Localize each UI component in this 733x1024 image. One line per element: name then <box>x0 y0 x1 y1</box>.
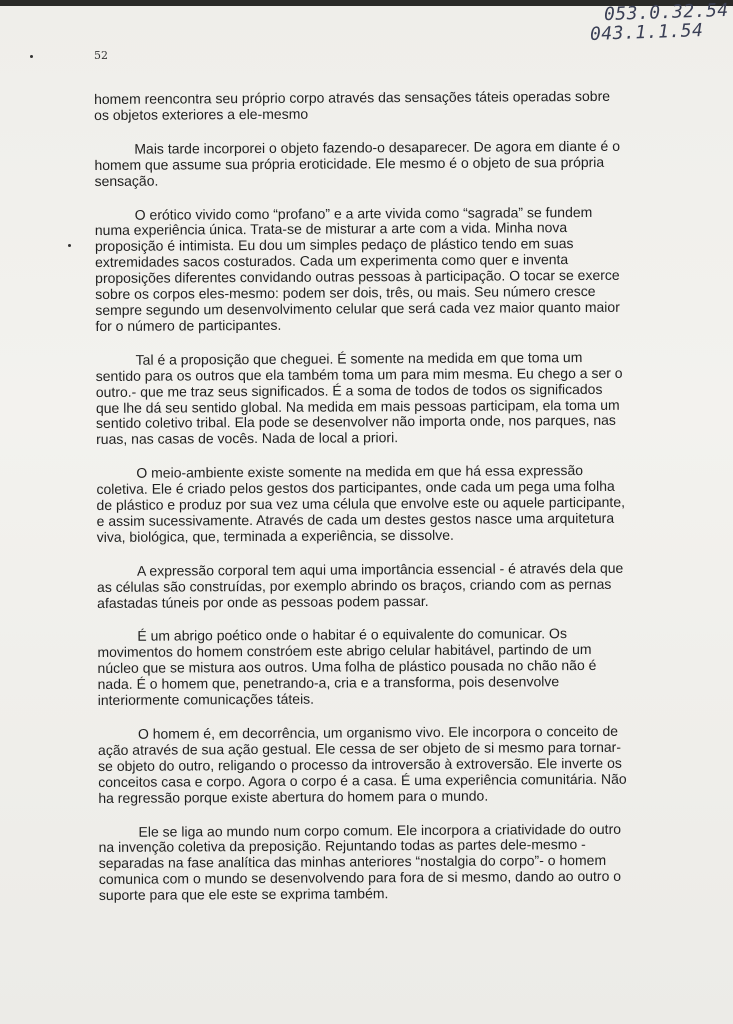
paragraph: Ele se liga ao mundo num corpo comum. Ele incorpora a criatividade do outro na invenção coletiva da preposição. Rejuntando todas as partes dele-mesmo - separadas na fase analítica das minhas anteriores “nostalgia do corpo”- o homem comunica com o mundo se desenvolvendo para fora de si mesmo, dando ao outro o suporte para que ele este se exprima também. <box>98 820 622 904</box>
paragraph: O erótico vivido como “profano” e a arte vivida como “sagrada” se fundem numa experiência única. Trata-se de misturar a arte com a vida. Minha nova proposição é intimista. Eu dou um simples pedaço de plástico tendo em suas extremidades sacos costurados. Cada um experimenta como quer e inventa proposições diferentes convidando outras pessoas à participação. O tocar se exerce sobre os corpos eles-mesmo: podem ser dois, três, ou mais. Seu número cresce sempre segundo um desenvolvimento celular que será cada vez maior quanto maior for o número de participantes. <box>94 203 620 334</box>
archive-code-handwritten: 053.0.32.54 <box>603 0 730 26</box>
paragraph: A expressão corporal tem aqui uma importância essencial - é através dela que as células são construídas, por exemplo abrindo os braços, criando com as pernas afastadas túneis por onde as pessoas podem passar. <box>96 559 624 611</box>
archive-code-handwritten-secondary: 043.1.1.54 <box>589 20 704 45</box>
scan-speck <box>30 55 33 58</box>
paragraph: Tal é a proposição que cheguei. É somente na medida em que toma um sentido para os outros que ela também toma um para mim mesma. Eu chego a ser o outro.- que me traz seus significados. É a soma de todos de todos os significados que lhe dá seu sentido global. Na medida em mais pessoas participam, ela toma um sentido coletivo tribal. Ela pode se desenvolver não importa onde, nos parques, nas ruas, nas casas de vocês. Nada de local a priori. <box>95 348 623 448</box>
paragraph: homem reencontra seu próprio corpo através das sensações táteis operadas sobre os objetos exteriores a ele-mesmo <box>93 87 611 123</box>
paragraph: Mais tarde incorporei o objeto fazendo-o desaparecer. De agora em diante é o homem que assume sua própria eroticidade. Ele mesmo é o objeto de sua própria sensação. <box>94 137 621 189</box>
paragraph: O meio-ambiente existe somente na medida em que há essa expressão coletiva. Ele é criado pelos gestos dos participantes, onde cada um pega uma folha de plástico e produz por sua vez uma célula que envolve este ou aquele participante, e assim sucessivamente. Através de cada um destes gestos nasce uma arquitetura viva, biológica, que, terminada a experiência, se dissolve. <box>96 462 626 545</box>
page-number: 52 <box>94 49 108 62</box>
scan-speck <box>68 244 71 247</box>
body-text <box>94 89 629 922</box>
paragraph: É um abrigo poético onde o habitar é o equivalente do comunicar. Os movimentos do homem constróem este abrigo celular habitável, partindo de um núcleo que se mistura aos outros. Uma folha de plástico pousada no chão não é nada. É o homem que, penetrando-a, cria e a transforma, pois desenvolve interiormente comunicações táteis. <box>97 625 597 709</box>
paragraph: O homem é, em decorrência, um organismo vivo. Ele incorpora o conceito de ação através de sua ação gestual. Ele cessa de ser objeto de si mesmo para tornar-se objeto do outro, religando o processo da introversão à extroversão. Ele inverte os conceitos casa e corpo. Agora o corpo é a casa. É uma experiência comunitária. Não ha regressão porque existe abertura do homem para o mundo. <box>97 722 627 806</box>
